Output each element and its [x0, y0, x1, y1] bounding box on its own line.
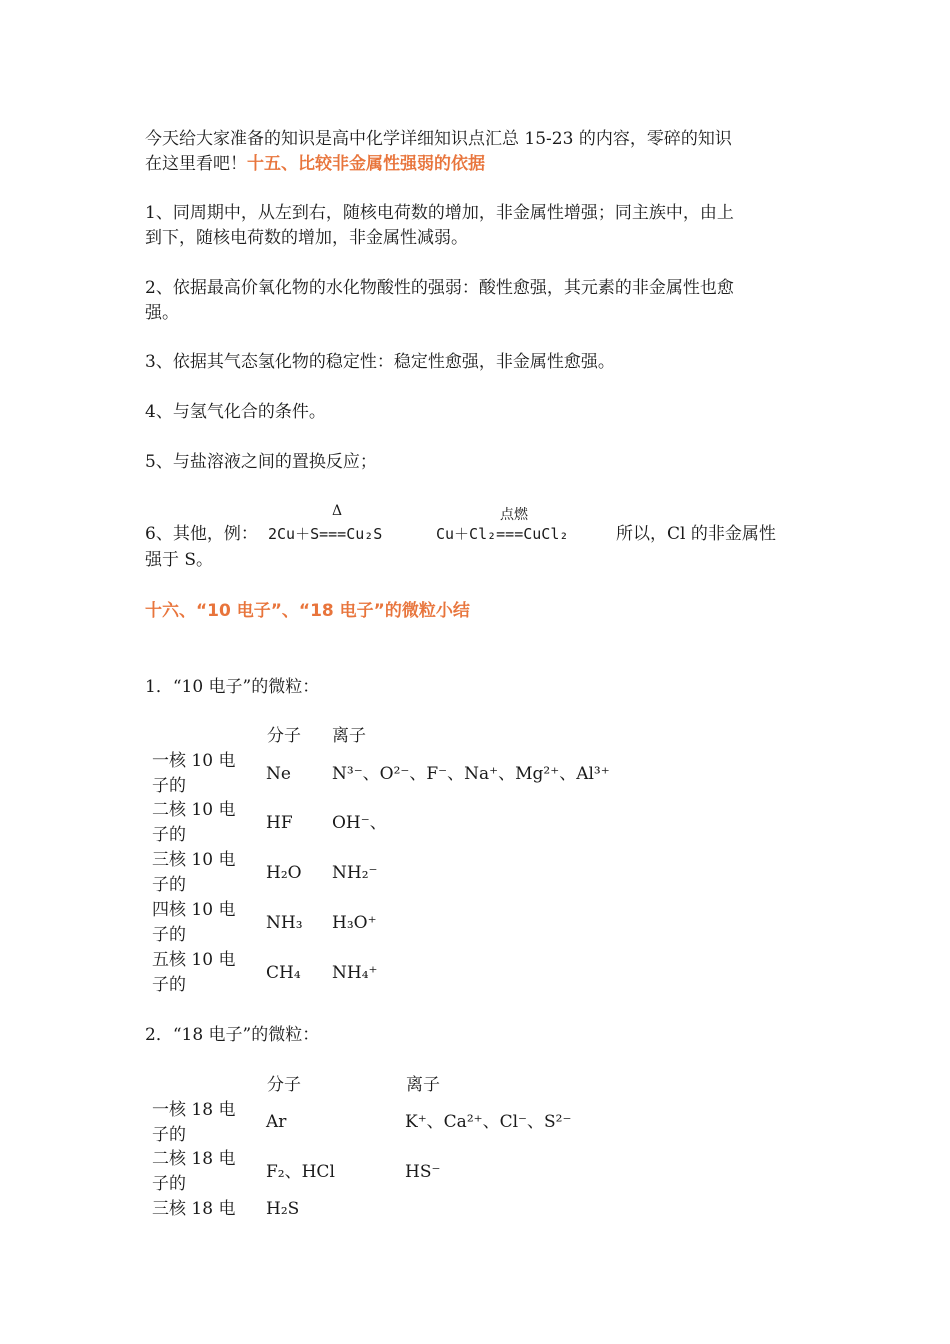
ion-cell: OH⁻、: [332, 813, 387, 833]
item-1: [145, 201, 734, 251]
item-4: 4、与氢气化合的条件。: [145, 402, 326, 422]
reaction-1-equation: 2Cu＋S===Cu₂S: [268, 525, 383, 543]
item-5: 5、与盐溶液之间的置换反应；: [145, 452, 377, 472]
table-18-title: 2．“18 电子”的微粒：: [145, 1025, 320, 1045]
intro-line-2-text: 在这里看吧！: [145, 154, 247, 174]
molecule-cell: HF: [266, 813, 293, 833]
molecule-cell: H₂S: [266, 1199, 300, 1219]
item-1-line-2: 到下，随核电荷数的增加，非金属性减弱。: [145, 228, 468, 248]
item-3: 3、依据其气态氢化物的稳定性：稳定性愈强，非金属性愈强。: [145, 352, 615, 372]
molecule-cell: H₂O: [266, 863, 302, 883]
section-16-heading: 十六、“10 电子”、“18 电子”的微粒小结: [145, 601, 470, 621]
row-label: 二核 10 电: [152, 800, 236, 820]
item-2: [145, 276, 734, 326]
intro-paragraph: [145, 127, 732, 177]
row-label: 子的: [152, 925, 186, 945]
table-10-title: 1．“10 电子”的微粒：: [145, 677, 320, 697]
table-18-row: [152, 1197, 235, 1222]
table-10-row: [152, 798, 235, 848]
table-10-row: [152, 898, 235, 948]
molecule-cell: Ne: [266, 764, 291, 784]
reaction-2-condition: 点燃: [500, 507, 528, 523]
row-label: 五核 10 电: [152, 950, 236, 970]
item-6-suffix: 所以，Cl 的非金属性: [616, 524, 776, 544]
row-label: 子的: [152, 975, 186, 995]
intro-line-1: 今天给大家准备的知识是高中化学详细知识点汇总 15-23 的内容，零碎的知识: [145, 129, 732, 149]
ion-cell: K⁺、Ca²⁺、Cl⁻、S²⁻: [405, 1112, 572, 1132]
row-label: 一核 18 电: [152, 1100, 236, 1120]
item-2-line-2: 强。: [145, 303, 179, 323]
item-6-prefix: 6、其他，例：: [145, 524, 258, 544]
table-10-row: [152, 749, 235, 799]
row-label: 子的: [152, 825, 186, 845]
table-10-col-molecule: 分子: [267, 726, 301, 746]
row-label: 子的: [152, 875, 186, 895]
reaction-1-condition: Δ: [332, 503, 343, 519]
molecule-cell: Ar: [266, 1112, 287, 1132]
ion-cell: NH₄⁺: [332, 963, 378, 983]
row-label: 子的: [152, 776, 186, 796]
item-6-line-2: 强于 S。: [145, 550, 214, 570]
table-18-row: [152, 1098, 235, 1148]
row-label: 子的: [152, 1125, 186, 1145]
row-label: 四核 10 电: [152, 900, 236, 920]
molecule-cell: NH₃: [266, 913, 303, 933]
row-label: 三核 10 电: [152, 850, 236, 870]
intro-line-2: [145, 152, 732, 177]
reaction-2-equation: Cu＋Cl₂===CuCl₂: [436, 525, 569, 543]
molecule-cell: F₂、HCl: [266, 1162, 335, 1182]
table-18-col-ion: 离子: [406, 1075, 440, 1095]
item-1-line-1: 1、同周期中，从左到右，随核电荷数的增加，非金属性增强；同主族中，由上: [145, 203, 734, 223]
row-label: 子的: [152, 1174, 186, 1194]
table-18-row: [152, 1147, 235, 1197]
molecule-cell: CH₄: [266, 963, 301, 983]
item-2-line-1: 2、依据最高价氧化物的水化物酸性的强弱：酸性愈强，其元素的非金属性也愈: [145, 278, 734, 298]
ion-cell: HS⁻: [405, 1162, 441, 1182]
ion-cell: NH₂⁻: [332, 863, 378, 883]
section-15-heading: 十五、比较非金属性强弱的依据: [247, 154, 485, 174]
row-label: 一核 10 电: [152, 751, 236, 771]
table-10-col-ion: 离子: [332, 726, 366, 746]
ion-cell: N³⁻、O²⁻、F⁻、Na⁺、Mg²⁺、Al³⁺: [332, 764, 610, 784]
table-10-row: [152, 948, 235, 998]
row-label: 二核 18 电: [152, 1149, 236, 1169]
ion-cell: H₃O⁺: [332, 913, 377, 933]
table-18-col-molecule: 分子: [267, 1075, 301, 1095]
table-10-row: [152, 848, 235, 898]
row-label: 三核 18 电: [152, 1199, 236, 1219]
